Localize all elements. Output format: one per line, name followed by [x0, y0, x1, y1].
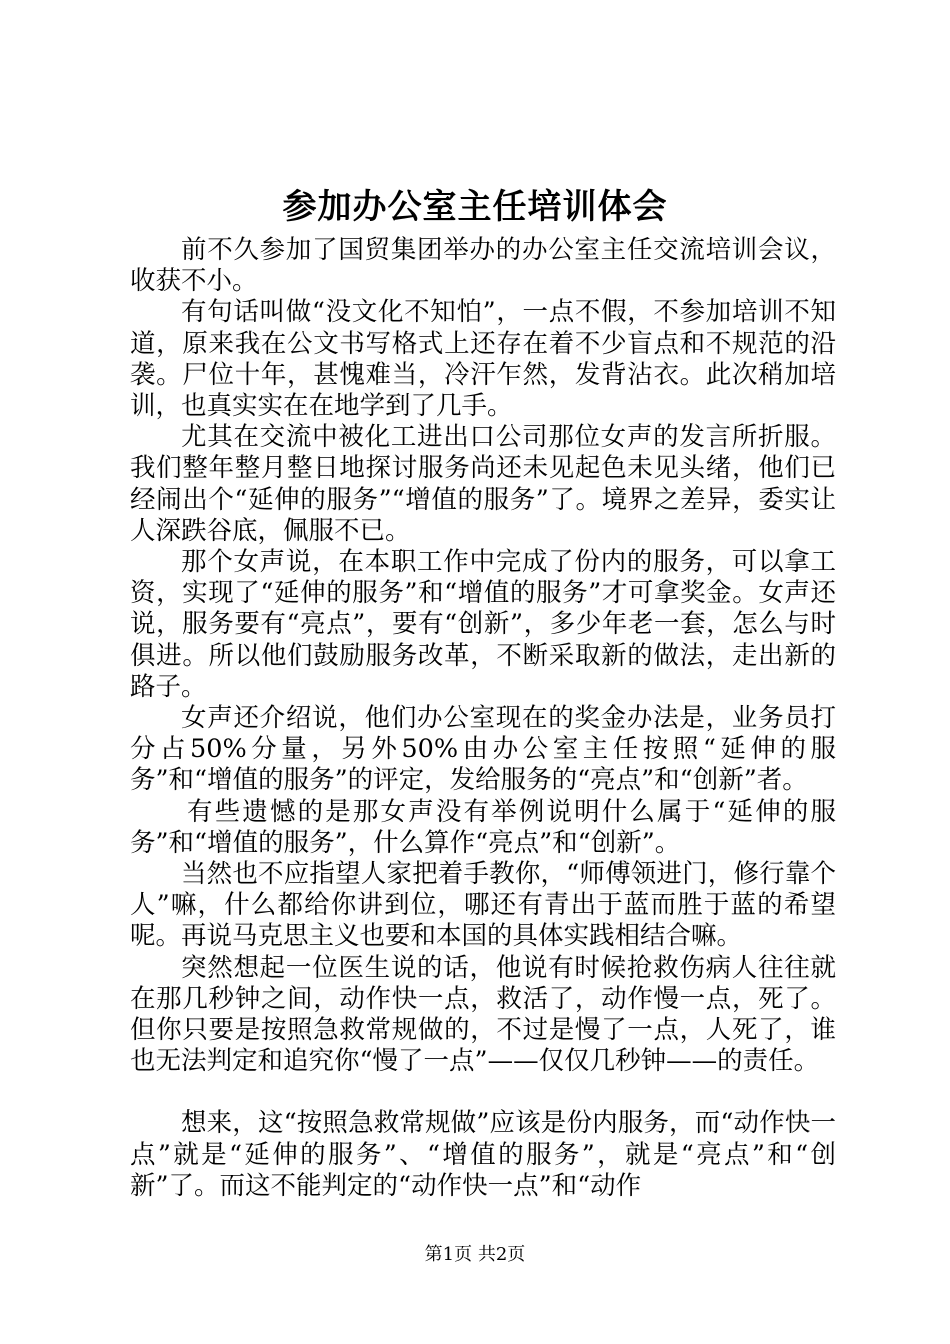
- paragraph: 有句话叫做“没文化不知怕”，一点不假，不参加培训不知道，原来我在公文书写格式上还存在着不少盲点和不规范的沿袭。尸位十年，甚愧难当，冷汗乍然，发背沾衣。此次稍加培训，也真实实在在地学到了几手。: [130, 297, 836, 422]
- paragraph: 女声还介绍说，他们办公室现在的奖金办法是，业务员打分占50%分量，另外50%由办公室主任按照“延伸的服务”和“增值的服务”的评定，发给服务的“亮点”和“创新”者。: [130, 703, 836, 796]
- paragraph: 突然想起一位医生说的话，他说有时候抢救伤病人往往就在那几秒钟之间，动作快一点，救活了，动作慢一点，死了。但你只要是按照急救常规做的，不过是慢了一点，人死了，谁也无法判定和追究你“慢了一点”——仅仅几秒钟——的责任。: [130, 952, 836, 1077]
- document-title: 参加办公室主任培训体会: [282, 187, 668, 227]
- paragraph: 有些遗憾的是那女声没有举例说明什么属于“延伸的服务”和“增值的服务”，什么算作“亮点”和“创新”。: [130, 796, 836, 858]
- document-body: [130, 235, 836, 1202]
- page-number: 第1页 共2页: [424, 1244, 526, 1265]
- paragraph: 尤其在交流中被化工进出口公司那位女声的发言所折服。我们整年整月整日地探讨服务尚还未见起色未见头绪，他们已经闹出个“延伸的服务”“增值的服务”了。境界之差异，委实让人深跌谷底，佩服不已。: [130, 422, 836, 546]
- paragraph: 前不久参加了国贸集团举办的办公室主任交流培训会议，收获不小。: [130, 235, 836, 297]
- paragraph: 当然也不应指望人家把着手教你，“师傅领进门，修行靠个人”嘛，什么都给你讲到位，哪还有青出于蓝而胜于蓝的希望呢。再说马克思主义也要和本国的具体实践相结合嘛。: [130, 859, 836, 952]
- paragraph: 想来，这“按照急救常规做”应该是份内服务，而“动作快一点”就是“延伸的服务”、“增值的服务”，就是“亮点”和“创新”了。而这不能判定的“动作快一点”和“动作: [130, 1108, 836, 1201]
- paragraph: 那个女声说，在本职工作中完成了份内的服务，可以拿工资，实现了“延伸的服务”和“增值的服务”才可拿奖金。女声还说，服务要有“亮点”，要有“创新”，多少年老一套，怎么与时俱进。所以他们鼓励服务改革，不断采取新的做法，走出新的路子。: [130, 547, 836, 702]
